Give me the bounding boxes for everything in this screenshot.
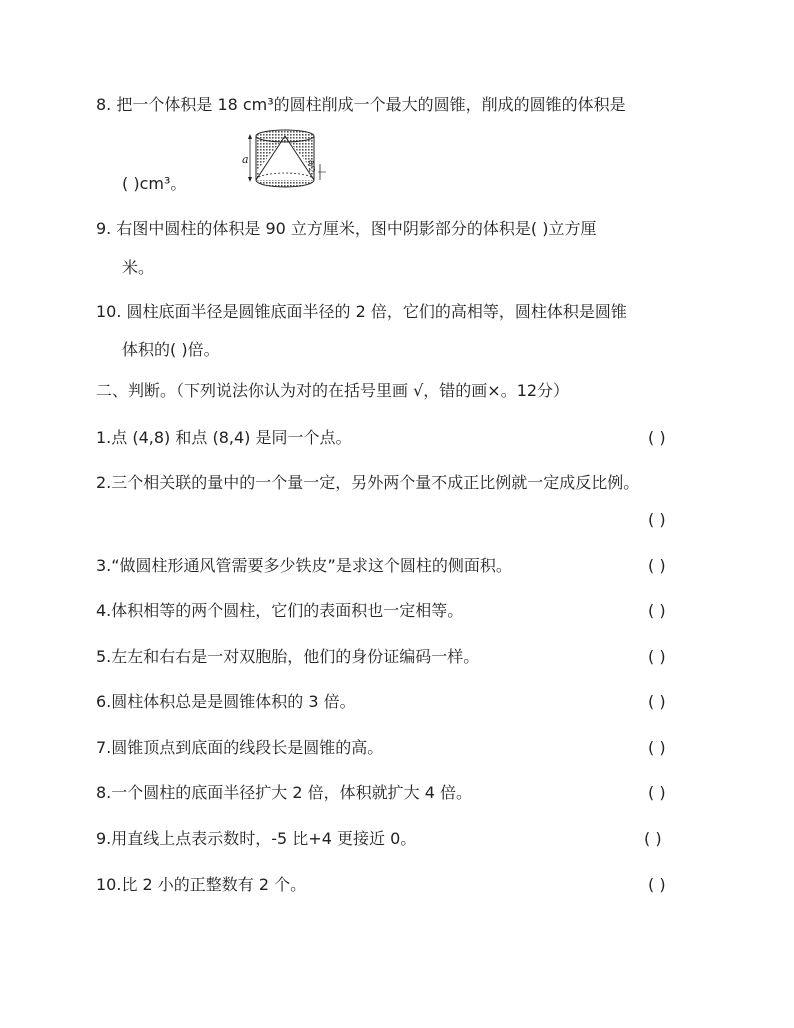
judge-item-4: 4.体积相等的两个圆柱，它们的表面积也一定相等。 bbox=[96, 601, 464, 620]
judge-answer-6[interactable]: ( ) bbox=[648, 692, 666, 711]
question-8-line2: ( )cm³。 bbox=[122, 174, 187, 193]
question-9-line1: 9. 右图中圆柱的体积是 90 立方厘米，图中阴影部分的体积是( )立方厘 bbox=[96, 219, 597, 238]
judge-answer-8[interactable]: ( ) bbox=[648, 783, 666, 802]
judge-item-1: 1.点 (4,8) 和点 (8,4) 是同一个点。 bbox=[96, 428, 352, 447]
judge-answer-4[interactable]: ( ) bbox=[648, 601, 666, 620]
figure-label-a-half: a/2 bbox=[307, 160, 316, 173]
judge-item-9: 9.用直线上点表示数时，-5 比+4 更接近 0。 bbox=[96, 829, 417, 848]
section-2-title: 二、判断。（下列说法你认为对的在括号里画 √，错的画×。12分） bbox=[96, 381, 570, 400]
cylinder-cone-figure bbox=[242, 128, 337, 190]
judge-answer-2[interactable]: ( ) bbox=[648, 510, 666, 529]
judge-item-10: 10.比 2 小的正整数有 2 个。 bbox=[96, 875, 307, 894]
judge-answer-1[interactable]: ( ) bbox=[648, 428, 666, 447]
judge-item-7: 7.圆锥顶点到底面的线段长是圆锥的高。 bbox=[96, 738, 384, 757]
question-10-line1: 10. 圆柱底面半径是圆锥底面半径的 2 倍，它们的高相等，圆柱体积是圆锥 bbox=[96, 302, 627, 321]
judge-item-8: 8.一个圆柱的底面半径扩大 2 倍，体积就扩大 4 倍。 bbox=[96, 783, 472, 802]
judge-answer-5[interactable]: ( ) bbox=[648, 647, 666, 666]
judge-item-5: 5.左左和右右是一对双胞胎，他们的身份证编码一样。 bbox=[96, 647, 480, 666]
question-9-line2: 米。 bbox=[122, 258, 155, 277]
judge-answer-3[interactable]: ( ) bbox=[648, 556, 666, 575]
judge-answer-7[interactable]: ( ) bbox=[648, 738, 666, 757]
judge-answer-9[interactable]: ( ) bbox=[644, 829, 662, 848]
judge-item-2: 2.三个相关联的量中的一个量一定，另外两个量不成正比例就一定成反比例。 bbox=[96, 473, 640, 492]
figure-label-a: a bbox=[242, 153, 249, 166]
question-8-line1: 8. 把一个体积是 18 cm³的圆柱削成一个最大的圆锥，削成的圆锥的体积是 bbox=[96, 95, 626, 114]
judge-item-3: 3.“做圆柱形通风管需要多少铁皮”是求这个圆柱的侧面积。 bbox=[96, 556, 512, 575]
judge-answer-10[interactable]: ( ) bbox=[648, 875, 666, 894]
question-10-line2: 体积的( )倍。 bbox=[122, 340, 220, 359]
judge-item-6: 6.圆柱体积总是是圆锥体积的 3 倍。 bbox=[96, 692, 356, 711]
